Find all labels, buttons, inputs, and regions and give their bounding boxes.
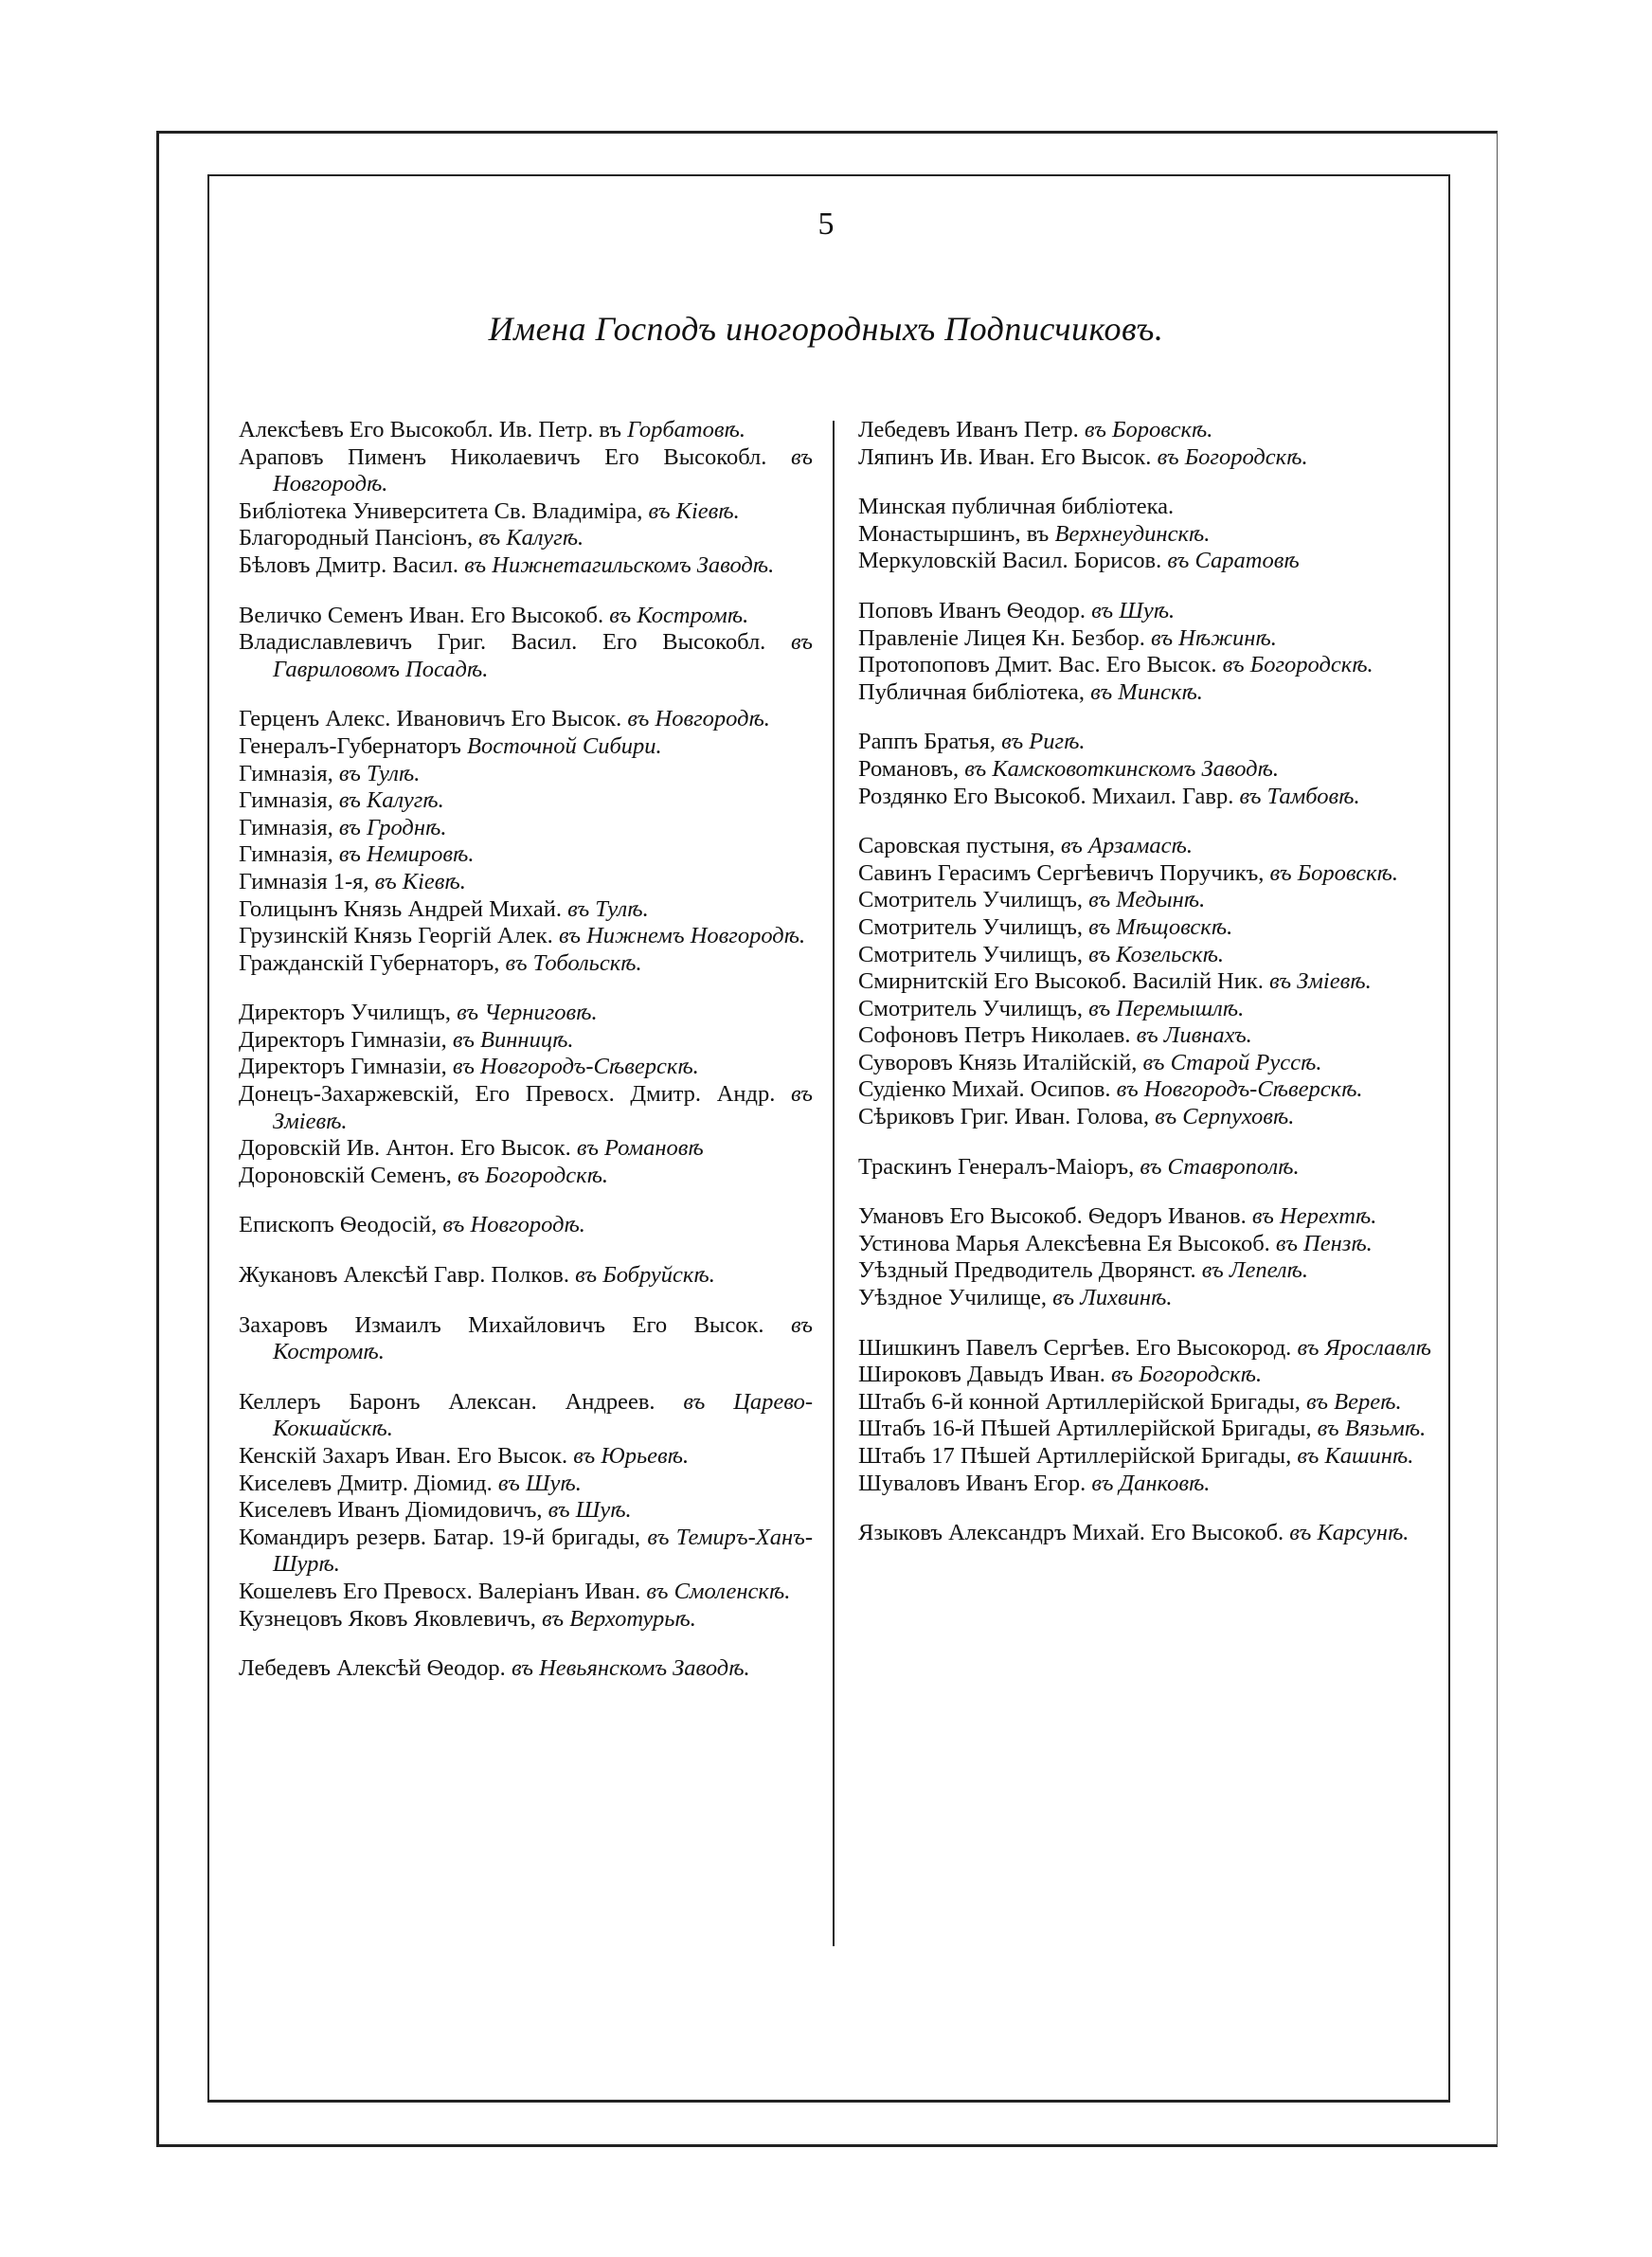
subscriber-entry — [858, 1471, 1432, 1498]
subscriber-entry — [239, 1000, 813, 1027]
letter-group — [858, 1154, 1432, 1182]
page-number: 5 — [817, 207, 835, 242]
subscriber-entry — [858, 860, 1432, 888]
subscriber-location: въ Черниговѣ. — [457, 1000, 598, 1026]
subscriber-entry — [858, 1389, 1432, 1417]
subscriber-entry — [239, 1443, 813, 1471]
subscriber-entry — [858, 1203, 1432, 1231]
subscriber-name: Бѣловъ Дмитр. Васил. — [239, 551, 465, 578]
subscriber-entry — [858, 914, 1432, 942]
subscriber-location: въ Новгородѣ. — [442, 1212, 585, 1238]
subscriber-location: въ Змiевѣ. — [273, 1081, 813, 1134]
subscriber-location: въ Новгородъ-Сѣверскѣ. — [452, 1054, 699, 1080]
subscriber-entry — [239, 706, 813, 733]
subscriber-entry — [858, 521, 1432, 549]
subscriber-name: Генералъ-Губернаторъ — [239, 732, 468, 759]
subscriber-entry — [239, 1497, 813, 1525]
subscriber-name: Штабъ 6-й конной Артиллерійской Бригады, — [858, 1388, 1306, 1415]
subscriber-name: Гимназія, — [239, 841, 339, 868]
subscriber-entry — [239, 841, 813, 869]
subscriber-entry — [858, 729, 1432, 756]
subscriber-name: Устинова Марья Алексѣевна Ея Высокоб. — [858, 1230, 1276, 1256]
subscriber-location: въ Пензѣ. — [1275, 1230, 1373, 1256]
subscriber-location: въ Калугѣ. — [478, 525, 584, 551]
subscriber-list-left-column — [239, 417, 813, 1706]
subscriber-entry — [239, 1027, 813, 1055]
subscriber-entry — [239, 1579, 813, 1606]
subscriber-entry — [858, 1285, 1432, 1312]
subscriber-entry — [239, 629, 813, 683]
subscriber-name: Кенскій Захаръ Иван. Его Высок. — [239, 1443, 574, 1469]
letter-group — [858, 494, 1432, 575]
subscriber-location: въ Кіевѣ. — [648, 497, 740, 524]
subscriber-location: въ Богородскѣ. — [458, 1162, 609, 1188]
subscriber-name: Смирнитскій Его Высокоб. Василій Ник. — [858, 968, 1270, 995]
subscriber-name: Уѣздный Предводитель Дворянст. — [858, 1257, 1202, 1284]
subscriber-name: Публичная библіотека, — [858, 678, 1091, 705]
subscriber-entry — [239, 733, 813, 761]
subscriber-entry — [239, 787, 813, 815]
subscriber-name: Голицынъ Князь Андрей Михай. — [239, 895, 568, 922]
letter-group — [239, 1655, 813, 1683]
subscriber-location: въ Ставрополѣ. — [1140, 1153, 1300, 1180]
letter-group — [858, 1335, 1432, 1498]
subscriber-name: Араповъ Пименъ Николаевичъ Его Высокобл. — [239, 443, 791, 470]
subscriber-name: Судіенко Михай. Осипов. — [858, 1076, 1117, 1103]
subscriber-name: Гимназія, — [239, 814, 339, 840]
subscriber-name: Алексѣевъ Его Высокобл. Ив. Петр. въ — [239, 417, 628, 442]
subscriber-entry — [858, 1257, 1432, 1285]
letter-group — [858, 417, 1432, 471]
subscriber-name: Романовъ, — [858, 755, 965, 782]
subscriber-location: въ Боровскѣ. — [1084, 417, 1213, 442]
subscriber-name: Правленіе Лицея Кн. Безбор. — [858, 624, 1152, 651]
subscriber-entry — [858, 942, 1432, 969]
subscriber-name: Меркуловскій Васил. Борисов. — [858, 548, 1168, 574]
subscriber-location: въ Тулѣ. — [338, 760, 421, 786]
letter-group — [858, 833, 1432, 1131]
letter-group — [239, 1000, 813, 1189]
subscriber-location: въ Вереѣ. — [1306, 1388, 1402, 1415]
subscriber-entry — [858, 652, 1432, 679]
subscriber-name: Гимназія 1-я, — [239, 868, 375, 894]
subscriber-name: Доровскій Ив. Антон. Его Высок. — [239, 1135, 577, 1162]
subscriber-entry — [858, 1022, 1432, 1050]
subscriber-entry — [239, 603, 813, 630]
subscriber-name: Савинъ Герасимъ Сергѣевичъ Поручикъ, — [858, 859, 1270, 886]
subscriber-location: въ Камсковоткинскомъ Заводѣ. — [964, 755, 1280, 782]
subscriber-entry — [858, 1104, 1432, 1131]
subscriber-name: Умановъ Его Высокоб. Ѳедоръ Иванов. — [858, 1203, 1252, 1230]
subscriber-name: Библіотека Университета Св. Владиміра, — [239, 497, 649, 524]
letter-group — [239, 603, 813, 684]
subscriber-entry — [239, 1389, 813, 1443]
subscriber-location: въ Кіевѣ. — [374, 868, 466, 894]
subscriber-location: въ Саратовѣ — [1167, 548, 1300, 574]
subscriber-location: въ Новгородъ-Сѣверскѣ. — [1116, 1076, 1363, 1103]
subscriber-location: въ Богородскѣ. — [1222, 652, 1374, 678]
subscriber-name: Штабъ 16-й Пѣшей Артиллерійской Бригады, — [858, 1416, 1318, 1442]
subscriber-location: въ Арзамасѣ. — [1060, 833, 1193, 859]
subscriber-location: въ Медынѣ. — [1088, 887, 1206, 913]
subscriber-location: Горбатовѣ. — [627, 417, 745, 442]
subscriber-entry — [858, 494, 1432, 521]
subscriber-location: въ Тулѣ. — [567, 895, 649, 922]
subscriber-name: Донецъ-Захаржевскій, Его Превосх. Дмитр. Андр. — [239, 1081, 791, 1108]
subscriber-location: въ Шуѣ. — [548, 1497, 632, 1524]
subscriber-entry — [858, 996, 1432, 1023]
letter-group — [858, 729, 1432, 810]
subscriber-name: Гимназія, — [239, 760, 339, 786]
subscriber-location: въ Верхотурьѣ. — [542, 1605, 696, 1632]
subscriber-name: Жукановъ Алексѣй Гавр. Полков. — [239, 1262, 576, 1289]
subscriber-entry — [239, 552, 813, 580]
subscriber-name: Смотритель Училищъ, — [858, 995, 1089, 1021]
subscriber-entry — [858, 784, 1432, 811]
subscriber-location: въ Ливнахъ. — [1136, 1022, 1252, 1049]
subscriber-name: Епископъ Ѳеодосій, — [239, 1212, 443, 1238]
subscriber-location: въ Смоленскѣ. — [646, 1578, 791, 1604]
subscriber-location: Восточной Сибири. — [467, 732, 662, 759]
subscriber-name: Захаровъ Измаилъ Михайловичъ Его Высок. — [239, 1311, 791, 1338]
subscriber-name: Языковъ Александръ Михай. Его Высокоб. — [858, 1520, 1290, 1546]
subscriber-entry — [858, 833, 1432, 860]
subscriber-location: въ Темиръ-Ханъ-Шурѣ. — [273, 1524, 813, 1578]
subscriber-entry — [239, 1212, 813, 1239]
subscriber-location: въ Новгородѣ. — [273, 443, 813, 497]
subscriber-location: въ Костромѣ. — [273, 1311, 813, 1365]
subscriber-entry — [858, 1231, 1432, 1258]
subscriber-location: въ Карсунѣ. — [1289, 1520, 1410, 1546]
subscriber-entry — [239, 1655, 813, 1683]
subscriber-location: въ Перемышлѣ. — [1088, 995, 1245, 1021]
subscriber-name: Минская публичная библіотека. — [858, 494, 1175, 520]
subscriber-location: въ Богородскѣ. — [1111, 1362, 1263, 1388]
subscriber-location: въ Новгородѣ. — [627, 706, 770, 732]
subscriber-entry — [858, 1443, 1432, 1471]
subscriber-name: Кузнецовъ Яковъ Яковлевичъ, — [239, 1605, 543, 1632]
letter-group — [239, 1312, 813, 1366]
subscriber-name: Поповъ Иванъ Ѳеодор. — [858, 597, 1092, 623]
subscriber-entry — [239, 1525, 813, 1579]
letter-group — [858, 1203, 1432, 1311]
subscriber-entry — [858, 1416, 1432, 1443]
subscriber-location: въ Ригѣ. — [1001, 729, 1086, 755]
subscriber-entry — [858, 625, 1432, 653]
subscriber-entry — [239, 896, 813, 924]
subscriber-entry — [858, 1362, 1432, 1389]
subscriber-location: въ Гавриловомъ Посадѣ. — [273, 629, 813, 682]
subscriber-entry — [239, 1471, 813, 1498]
subscriber-entry — [858, 417, 1432, 444]
subscriber-entry — [858, 887, 1432, 914]
subscriber-location: въ Мѣщовскѣ. — [1088, 913, 1233, 940]
subscriber-name: Директоръ Гимназіи, — [239, 1054, 453, 1080]
subscriber-name: Широковъ Давыдъ Иван. — [858, 1362, 1112, 1388]
subscriber-location: въ Немировѣ. — [338, 841, 475, 868]
subscriber-location: въ Боровскѣ. — [1269, 859, 1399, 886]
subscriber-name: Грузинскій Князь Георгій Алек. — [239, 923, 559, 949]
subscriber-location: въ Гроднѣ. — [338, 814, 447, 840]
subscriber-name: Величко Семенъ Иван. Его Высокоб. — [239, 602, 610, 628]
subscriber-location: въ Вязьмѣ. — [1317, 1416, 1427, 1442]
subscriber-entry — [858, 756, 1432, 784]
subscriber-entry — [239, 1163, 813, 1190]
letter-group — [239, 706, 813, 977]
subscriber-name: Командиръ резерв. Батар. 19-й бригады, — [239, 1524, 648, 1550]
subscriber-name: Герценъ Алекс. Ивановичъ Его Высок. — [239, 706, 628, 732]
subscriber-location: Верхнеудинскѣ. — [1054, 520, 1211, 547]
letter-group — [239, 1262, 813, 1290]
subscriber-name: Штабъ 17 Пѣшей Артиллерійской Бригады, — [858, 1443, 1298, 1469]
subscriber-location: въ Романовѣ — [576, 1135, 704, 1162]
subscriber-location: въ Данковѣ. — [1091, 1470, 1211, 1496]
subscriber-location: въ Минскѣ. — [1090, 678, 1203, 705]
subscriber-name: Кошелевъ Его Превосх. Валеріанъ Иван. — [239, 1578, 647, 1604]
subscriber-name: Владиславлевичъ Григ. Васил. Его Высокобл. — [239, 629, 791, 656]
subscriber-list-right-column — [858, 417, 1432, 1570]
subscriber-name: Протопоповъ Дмит. Вас. Его Высок. — [858, 652, 1223, 678]
subscriber-entry — [239, 417, 813, 444]
subscriber-name: Траскинъ Генералъ-Маіоръ, — [858, 1153, 1140, 1180]
letter-group — [239, 1212, 813, 1239]
subscriber-location: въ Царево-Кокшайскѣ. — [273, 1388, 813, 1442]
subscriber-location: въ Кашинѣ. — [1297, 1443, 1414, 1469]
subscriber-entry — [239, 869, 813, 896]
subscriber-entry — [858, 968, 1432, 996]
letter-group — [858, 598, 1432, 706]
subscriber-name: Сѣриковъ Григ. Иван. Голова, — [858, 1104, 1156, 1130]
subscriber-name: Гимназія, — [239, 787, 339, 814]
subscriber-location: въ Змiевѣ. — [1269, 968, 1372, 995]
subscriber-location: въ Нѣжинѣ. — [1151, 624, 1277, 651]
page-heading: Имена Господъ иногородныхъ Подписчиковъ. — [488, 310, 1164, 348]
subscriber-location: въ Бобруйскѣ. — [575, 1262, 715, 1289]
subscriber-location: въ Калугѣ. — [338, 787, 444, 814]
subscriber-entry — [239, 1135, 813, 1163]
subscriber-name: Смотритель Училищъ, — [858, 913, 1089, 940]
subscriber-location: въ Тобольскѣ. — [505, 949, 642, 976]
subscriber-name: Киселевъ Дмитр. Діомид. — [239, 1470, 498, 1496]
subscriber-location: въ Тамбовѣ. — [1239, 783, 1360, 809]
subscriber-entry — [239, 923, 813, 950]
subscriber-name: Саровская пустыня, — [858, 833, 1061, 859]
subscriber-location: въ Костромѣ. — [609, 602, 749, 628]
subscriber-name: Суворовъ Князь Италійскій, — [858, 1049, 1143, 1075]
subscriber-name: Раппъ Братья, — [858, 729, 1002, 755]
subscriber-name: Уѣздное Училище, — [858, 1285, 1053, 1311]
subscriber-entry — [858, 444, 1432, 472]
subscriber-location: въ Невьянскомъ Заводѣ. — [511, 1655, 750, 1682]
subscriber-name: Софоновъ Петръ Николаев. — [858, 1022, 1137, 1049]
subscriber-location: въ Нижнетагильскомъ Заводѣ. — [464, 551, 775, 578]
subscriber-location: въ Старой Руссѣ. — [1142, 1049, 1322, 1075]
subscriber-location: въ Нерехтѣ. — [1251, 1203, 1377, 1230]
subscriber-entry — [858, 679, 1432, 707]
subscriber-entry — [858, 1076, 1432, 1104]
subscriber-name: Келлеръ Баронъ Алексан. Андреев. — [239, 1388, 684, 1415]
subscriber-location: въ Богородскѣ. — [1157, 443, 1308, 470]
subscriber-entry — [239, 444, 813, 498]
subscriber-entry — [858, 1050, 1432, 1077]
subscriber-name: Директоръ Училищъ, — [239, 1000, 458, 1026]
subscriber-entry — [239, 815, 813, 842]
subscriber-entry — [239, 1606, 813, 1634]
subscriber-name: Шуваловъ Иванъ Егор. — [858, 1470, 1092, 1496]
subscriber-location: въ Винницѣ. — [452, 1026, 574, 1053]
column-divider — [833, 421, 835, 1946]
subscriber-entry — [858, 548, 1432, 575]
subscriber-location: въ Шуѣ. — [1091, 597, 1176, 623]
subscriber-location: въ Нижнемъ Новгородѣ. — [558, 923, 806, 949]
subscriber-entry — [239, 950, 813, 978]
subscriber-entry — [239, 1054, 813, 1081]
subscriber-name: Смотритель Училищъ, — [858, 887, 1089, 913]
subscriber-name: Дороновскій Семенъ, — [239, 1162, 458, 1188]
subscriber-entry — [239, 525, 813, 552]
subscriber-entry — [858, 1520, 1432, 1547]
subscriber-name: Лебедевъ Алексѣй Ѳеодор. — [239, 1655, 512, 1682]
subscriber-entry — [239, 498, 813, 526]
letter-group — [239, 417, 813, 580]
subscriber-name: Киселевъ Иванъ Діомидовичъ, — [239, 1497, 548, 1524]
letter-group — [858, 1520, 1432, 1547]
subscriber-name: Гражданскій Губернаторъ, — [239, 949, 506, 976]
subscriber-name: Смотритель Училищъ, — [858, 941, 1089, 967]
subscriber-entry — [858, 1335, 1432, 1363]
subscriber-location: въ Ярославлѣ — [1297, 1334, 1431, 1361]
subscriber-entry — [239, 1262, 813, 1290]
subscriber-location: въ Шуѣ. — [497, 1470, 582, 1496]
subscriber-location: въ Серпуховѣ. — [1155, 1104, 1295, 1130]
subscriber-name: Лебедевъ Иванъ Петр. — [858, 417, 1085, 442]
subscriber-location: въ Лихвинѣ. — [1052, 1285, 1173, 1311]
subscriber-name: Роздянко Его Высокоб. Михаил. Гавр. — [858, 783, 1240, 809]
subscriber-location: въ Юрьевѣ. — [573, 1443, 690, 1469]
subscriber-name: Благородный Пансіонъ, — [239, 525, 479, 551]
subscriber-entry — [858, 1154, 1432, 1182]
subscriber-location: въ Козельскѣ. — [1088, 941, 1225, 967]
subscriber-name: Директоръ Гимназіи, — [239, 1026, 453, 1053]
letter-group — [239, 1389, 813, 1633]
subscriber-name: Ляпинъ Ив. Иван. Его Высок. — [858, 443, 1158, 470]
subscriber-entry — [239, 1312, 813, 1366]
subscriber-entry — [239, 761, 813, 788]
subscriber-entry — [239, 1081, 813, 1135]
subscriber-name: Шишкинъ Павелъ Сергѣев. Его Высокород. — [858, 1334, 1298, 1361]
subscriber-entry — [858, 598, 1432, 625]
subscriber-name: Монастыршинъ, въ — [858, 520, 1055, 547]
subscriber-location: въ Лепелѣ. — [1201, 1257, 1309, 1284]
